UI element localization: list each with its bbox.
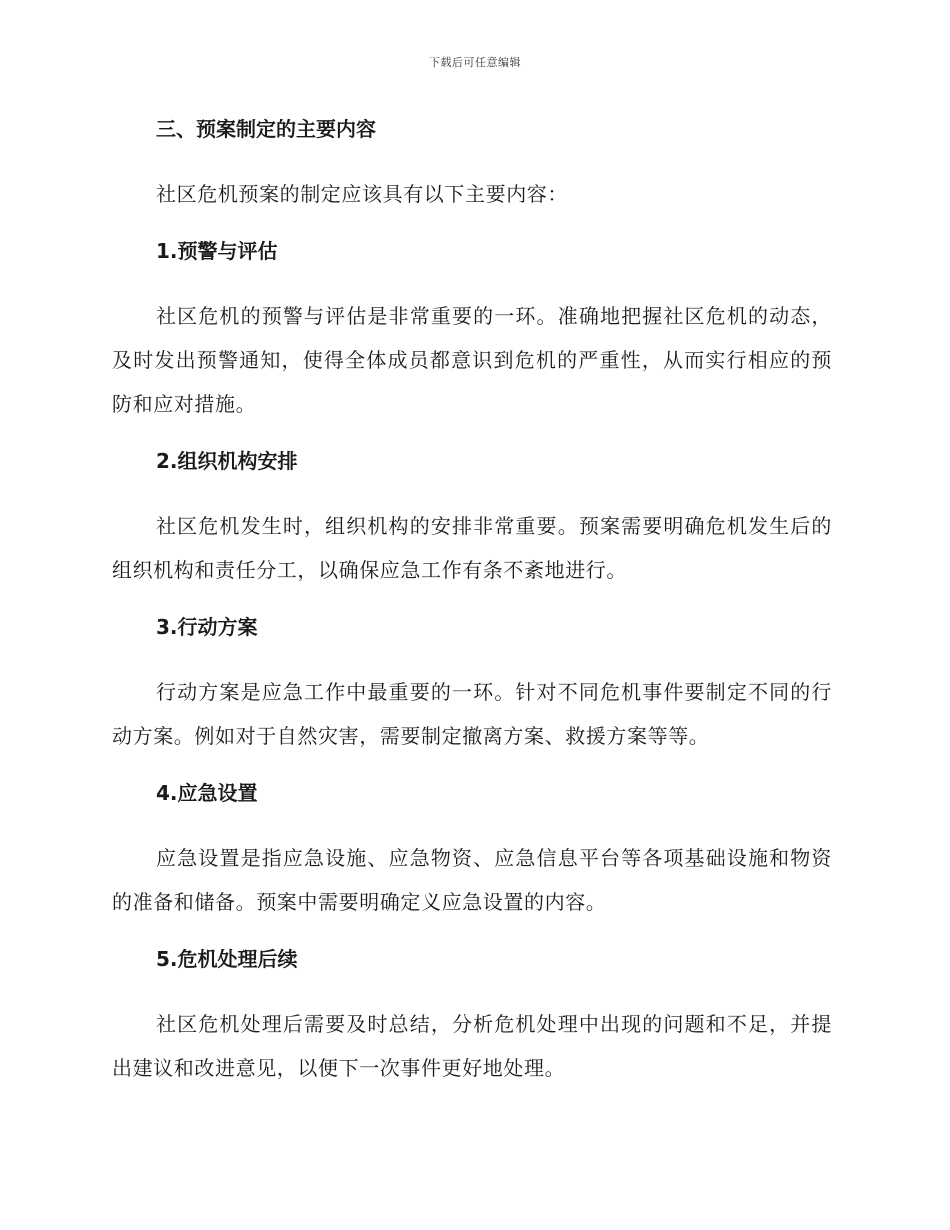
item-heading-3: 3.行动方案 — [156, 615, 258, 639]
item-body-1: 社区危机的预警与评估是非常重要的一环。准确地把握社区危机的动态，及时发出预警通知，使得全体成员都意识到危机的严重性，从而实行相应的预防和应对措施。 — [112, 304, 832, 416]
item-body-4: 应急设置是指应急设施、应急物资、应急信息平台等各项基础设施和物资的准备和储备。预案中需要明确定义应急设置的内容。 — [112, 846, 832, 914]
item-heading-4: 4.应急设置 — [156, 781, 258, 805]
intro-paragraph: 社区危机预案的制定应该具有以下主要内容： — [156, 182, 568, 206]
item-body-3: 行动方案是应急工作中最重要的一环。针对不同危机事件要制定不同的行动方案。例如对于自然灾害，需要制定撤离方案、救援方案等等。 — [112, 680, 832, 748]
item-body-5: 社区危机处理后需要及时总结，分析危机处理中出现的问题和不足，并提出建议和改进意见，以便下一次事件更好地处理。 — [112, 1012, 832, 1080]
item-heading-2: 2.组织机构安排 — [156, 449, 298, 473]
item-heading-1: 1.预警与评估 — [156, 239, 278, 263]
item-body-2: 社区危机发生时，组织机构的安排非常重要。预案需要明确危机发生后的组织机构和责任分工，以确保应急工作有条不紊地进行。 — [112, 514, 832, 582]
page-header-note: 下载后可任意编辑 — [429, 56, 521, 69]
section-heading: 三、预案制定的主要内容 — [156, 117, 376, 141]
document-content — [112, 112, 832, 1090]
item-heading-5: 5.危机处理后续 — [156, 947, 298, 971]
